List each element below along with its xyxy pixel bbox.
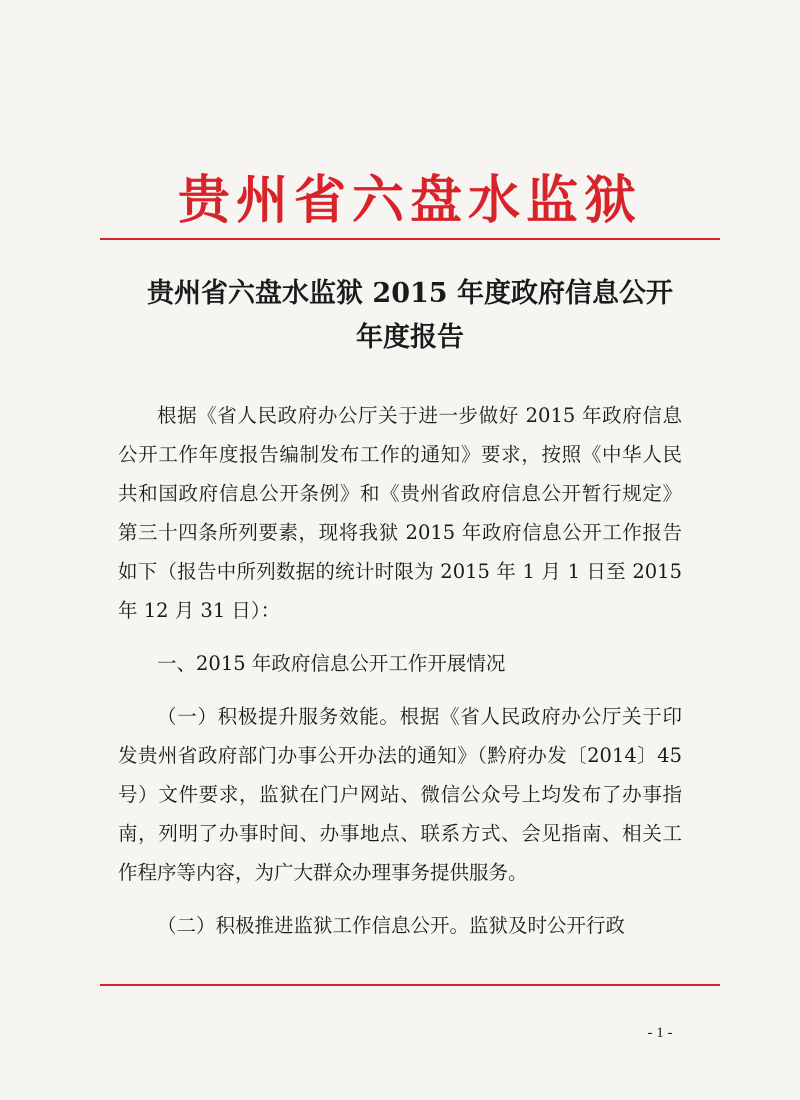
section-heading-1: 一、2015 年政府信息公开工作开展情况 <box>157 652 506 675</box>
document-title-line-2: 年度报告 <box>356 322 464 353</box>
footer-divider <box>100 984 720 986</box>
header-divider <box>100 238 720 240</box>
document-title-line-1: 贵州省六盘水监狱 2015 年度政府信息公开 <box>147 278 673 309</box>
body-paragraph-intro: 根据《省人民政府办公厅关于进一步做好 2015 年政府信息公开工作年度报告编制发布工作的通知》要求，按照《中华人民共和国政府信息公开条例》和《贵州省政府信息公开暂行规定》第三十四条所列要素，现将我狱 2015 年政府信息公开工作报告如下（报告中所列数据的统计时限为 2015 年 1 月 1 日至 2015 年 12 月 31 日）： <box>118 404 682 622</box>
body-paragraph-service: （一）积极提升服务效能。根据《省人民政府办公厅关于印发贵州省政府部门办事公开办法的通知》（黔府办发〔2014〕45 号）文件要求，监狱在门户网站、微信公众号上均发布了办事指南，列明了办事时间、办事地点、联系方式、会见指南、相关工作程序等内容，为广大群众办理事务提供服务。 <box>118 705 682 884</box>
document-body <box>118 396 682 959</box>
document-title <box>110 272 710 360</box>
body-paragraph-disclosure: （二）积极推进监狱工作信息公开。监狱及时公开行政 <box>157 914 626 937</box>
page-number: - 1 - <box>647 1025 673 1041</box>
letterhead-title: 贵州省六盘水监狱 <box>177 170 642 231</box>
